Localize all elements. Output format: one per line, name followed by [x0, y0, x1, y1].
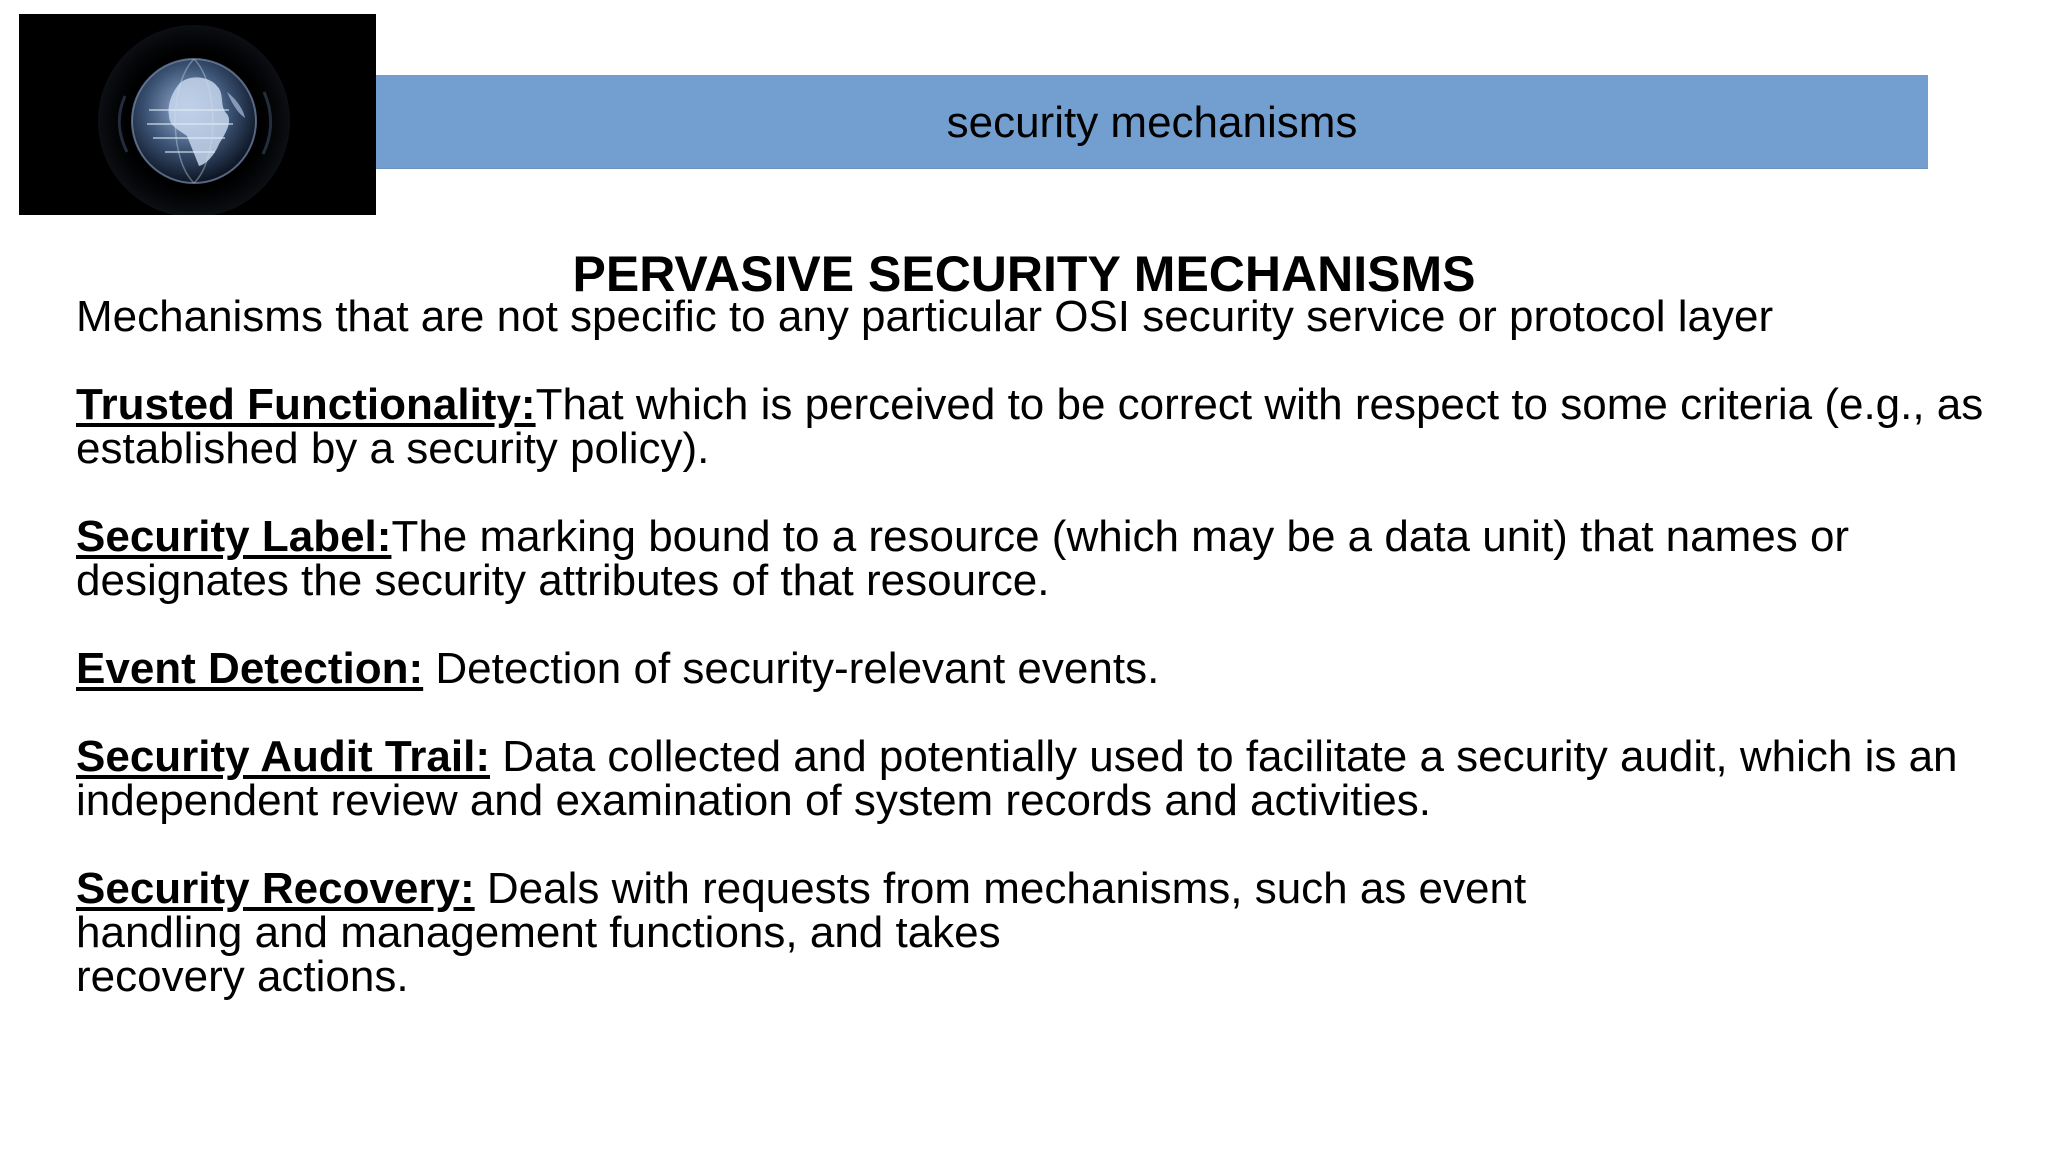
term-definition-line: recovery actions. — [76, 952, 409, 1001]
term-label: Security Recovery: — [76, 864, 475, 913]
term-definition: That which is perceived to be correct with respect to some criteria (e.g., as established by a security policy). — [76, 380, 1984, 473]
term-definition: The marking bound to a resource (which may be a data unit) that names or designates the security attributes of that resource. — [76, 512, 1850, 605]
term-label: Trusted Functionality: — [76, 380, 536, 429]
list-item — [76, 864, 2006, 1001]
globe-icon — [19, 14, 376, 215]
list-item — [76, 512, 2006, 605]
term-label: Security Label: — [76, 512, 392, 561]
term-definition-line: Deals with requests from mechanisms, such as event — [474, 864, 1527, 913]
list-item — [76, 644, 2006, 693]
term-definition: Data collected and potentially used to facilitate a security audit, which is an independent review and examination of system records and activities. — [76, 732, 1958, 825]
term-label: Security Audit Trail: — [76, 732, 491, 781]
list-item — [76, 380, 2006, 473]
slide-heading: PERVASIVE SECURITY MECHANISMS — [572, 246, 1476, 302]
slide-title: security mechanisms — [946, 98, 1358, 147]
term-definition: Detection of security-relevant events. — [423, 644, 1160, 693]
title-bar — [376, 75, 1928, 169]
list-item — [76, 732, 2006, 825]
term-definition-line: handling and management functions, and takes — [76, 908, 1001, 957]
globe-logo — [19, 14, 376, 215]
term-label: Event Detection: — [76, 644, 424, 693]
slide-body — [76, 292, 2006, 1001]
intro-text: Mechanisms that are not specific to any particular OSI security service or protocol layer — [76, 292, 1774, 341]
